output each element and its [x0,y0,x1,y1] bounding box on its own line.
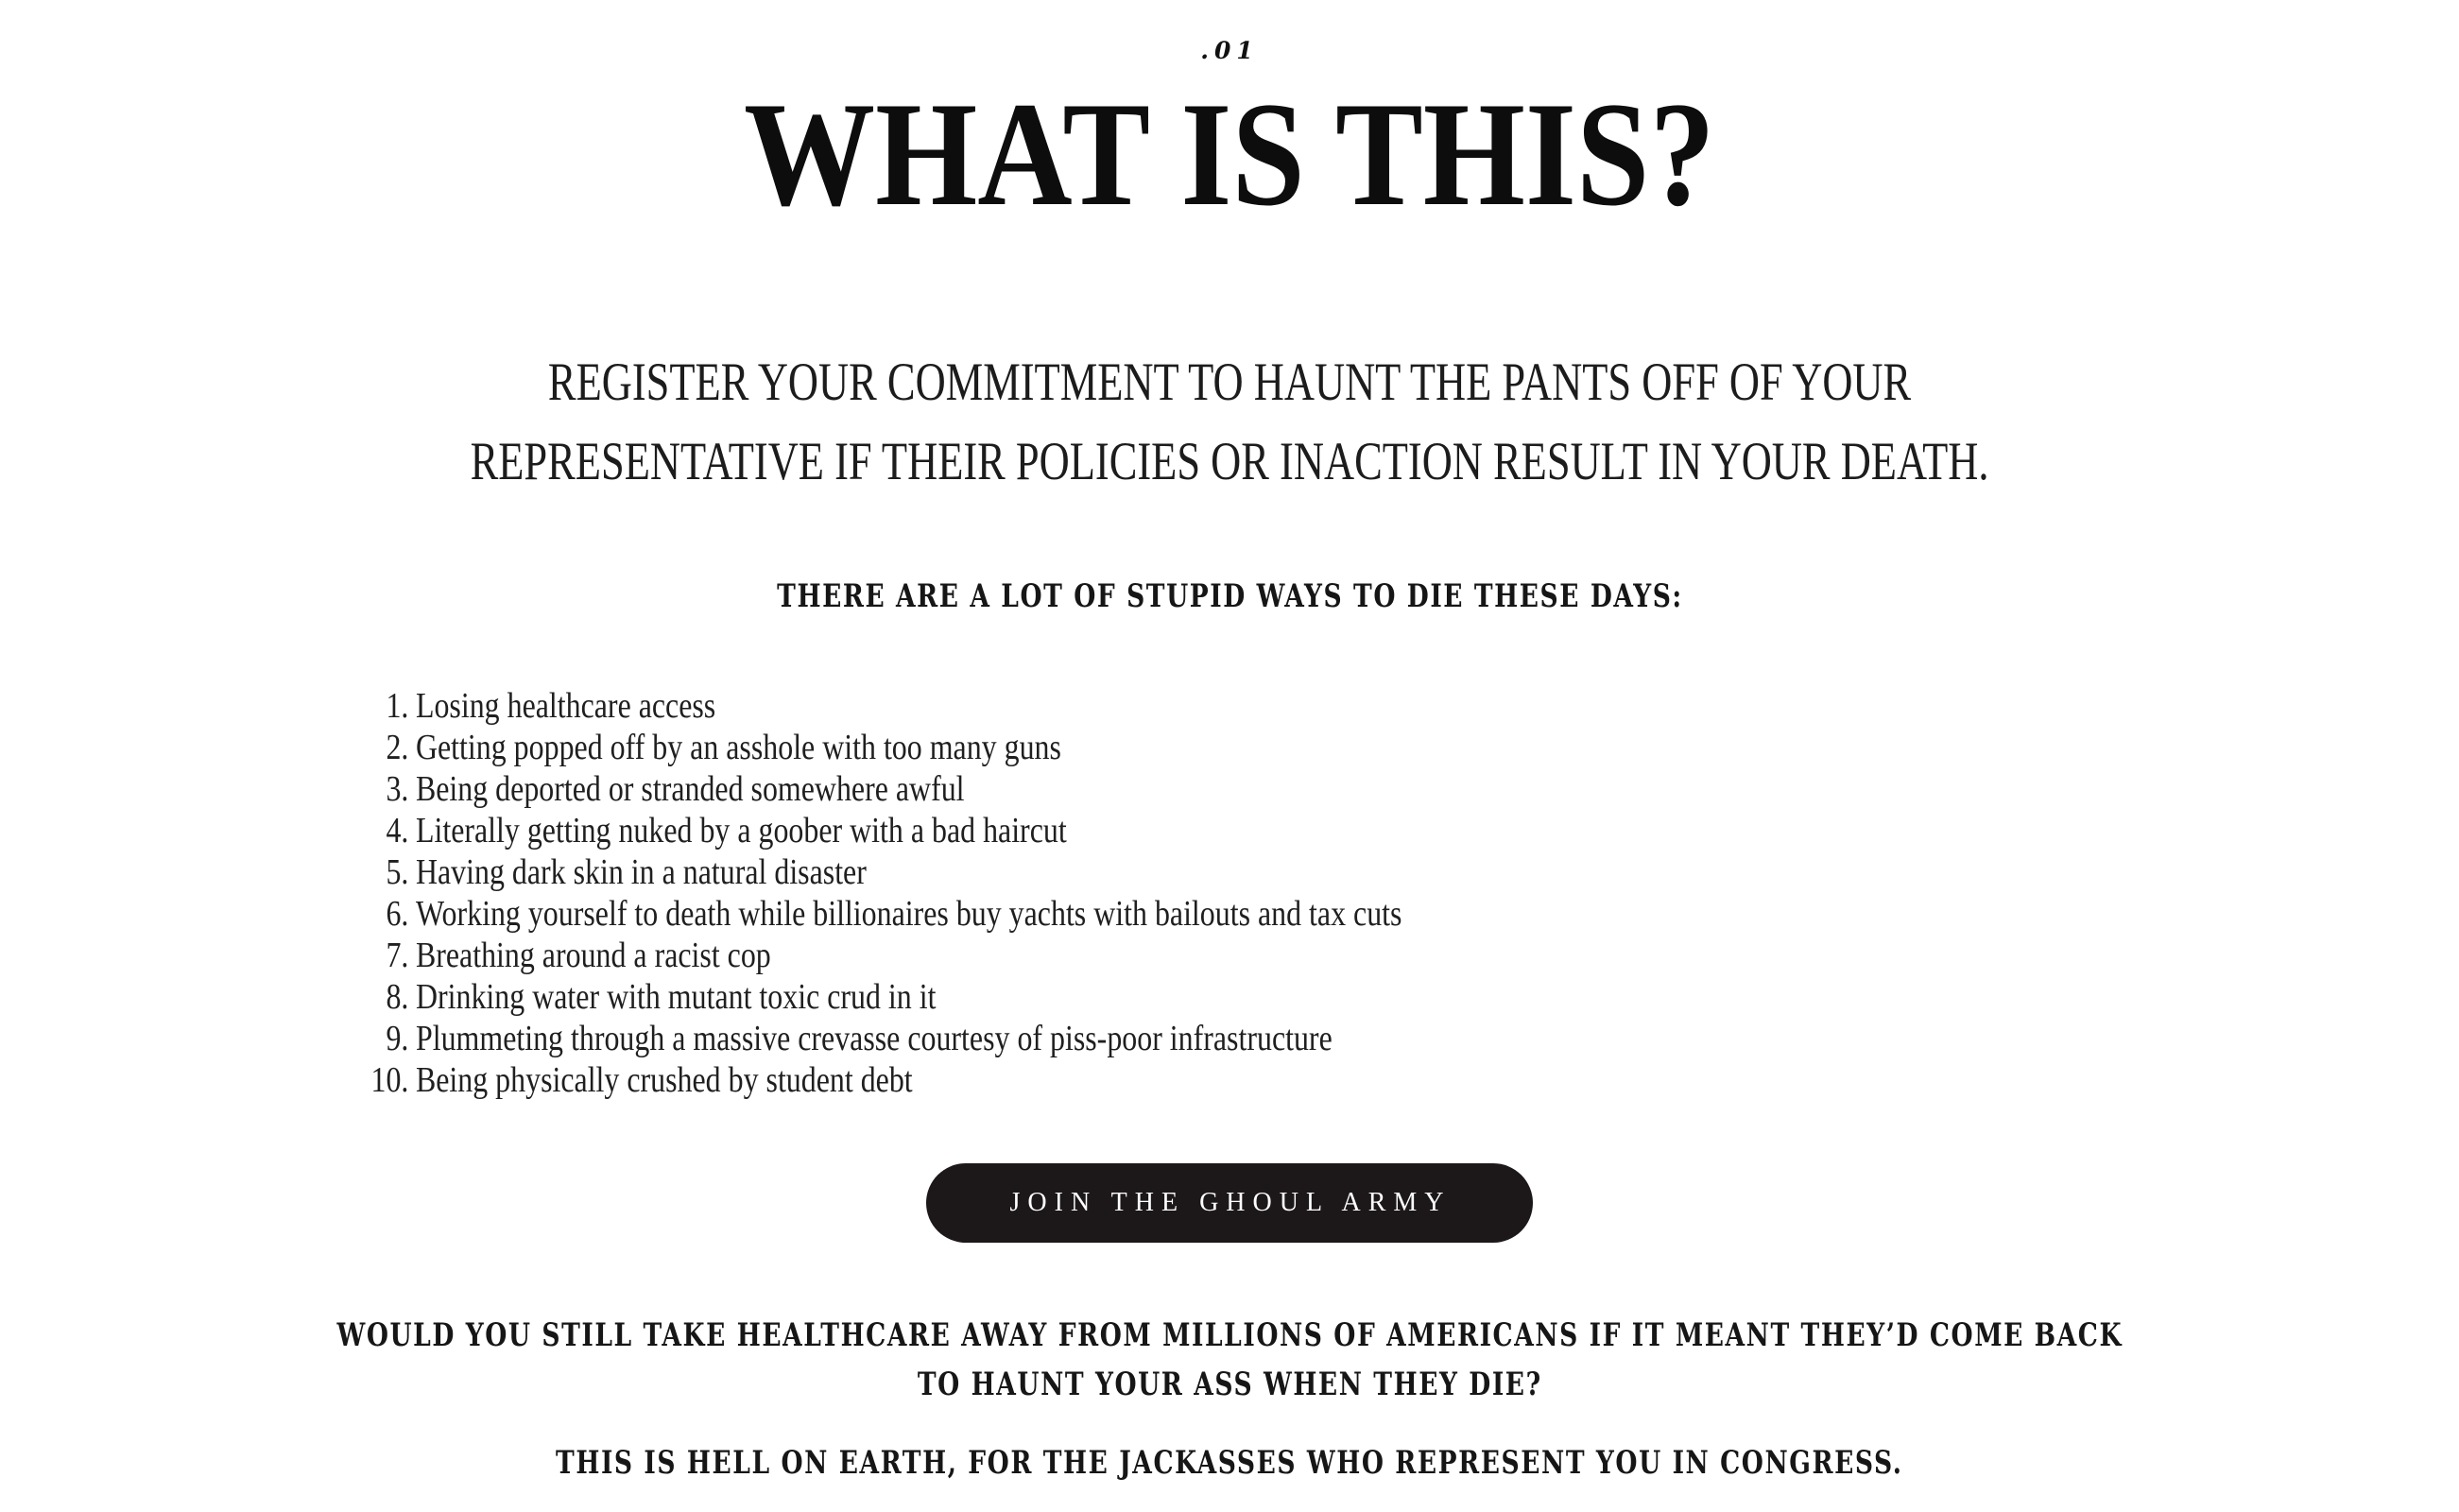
list-item-text: Having dark skin in a natural disaster [415,851,867,892]
list-item [361,1059,1401,1101]
join-ghoul-army-button[interactable]: JOIN THE GHOUL ARMY [926,1163,1533,1243]
list-item [361,1018,1401,1059]
ways-to-die-list [361,685,1401,1101]
question-line-1: WOULD YOU STILL TAKE HEALTHCARE AWAY FROM MILLIONS OF AMERICANS IF IT MEANT THEY’D COME BACK [336,1315,2123,1354]
list-item-text: Literally getting nuked by a goober with a bad haircut [415,810,1067,850]
list-item-text: Plummeting through a massive crevasse courtesy of piss-poor infrastructure [415,1018,1333,1058]
list-item-text: Breathing around a racist cop [415,935,771,975]
list-item [361,935,1401,976]
list-item [361,727,1401,768]
list-item [361,851,1401,893]
intro-line-2: REPRESENTATIVE IF THEIR POLICIES OR INACTION RESULT IN YOUR DEATH. [470,431,1989,491]
list-item [361,768,1401,810]
list-item-number: 3. [386,768,409,809]
list-item-number: 8. [386,976,409,1017]
list-item [361,976,1401,1018]
list-item-number: 2. [386,727,409,767]
list-item-text: Getting popped off by an asshole with too many guns [415,727,1061,767]
list-item-text: Being physically crushed by student debt [415,1059,913,1100]
ways-to-die-list-wrap [361,685,1600,1101]
page-title: WHAT IS THIS? [744,71,1715,237]
list-item [361,685,1401,727]
list-item-text: Working yourself to death while billionaires buy yachts with bailouts and tax cuts [415,893,1402,934]
list-item-number: 9. [386,1018,409,1058]
intro-line-1: REGISTER YOUR COMMITMENT TO HAUNT THE PANTS OFF OF YOUR [547,352,1912,412]
list-item [361,893,1401,935]
list-heading: THERE ARE A LOT OF STUPID WAYS TO DIE THESE DAYS: [776,576,1683,615]
section-number: .01 [1200,37,1259,64]
question-paragraph [336,1311,2123,1409]
question-line-2: TO HAUNT YOUR ASS WHEN THEY DIE? [917,1365,1542,1403]
list-item-text: Being deported or stranded somewhere awful [415,768,965,809]
list-item-number: 10. [370,1059,409,1100]
intro-paragraph [471,343,1989,502]
list-item-number: 6. [386,893,409,934]
list-item-number: 7. [386,935,409,975]
list-item-text: Losing healthcare access [415,685,716,726]
closing-statement: THIS IS HELL ON EARTH, FOR THE JACKASSES WHO REPRESENT YOU IN CONGRESS. [556,1443,1903,1482]
list-item-number: 1. [386,685,409,726]
list-item-number: 4. [386,810,409,850]
list-item-text: Drinking water with mutant toxic crud in it [415,976,937,1017]
list-item-number: 5. [386,851,409,892]
list-item [361,810,1401,851]
